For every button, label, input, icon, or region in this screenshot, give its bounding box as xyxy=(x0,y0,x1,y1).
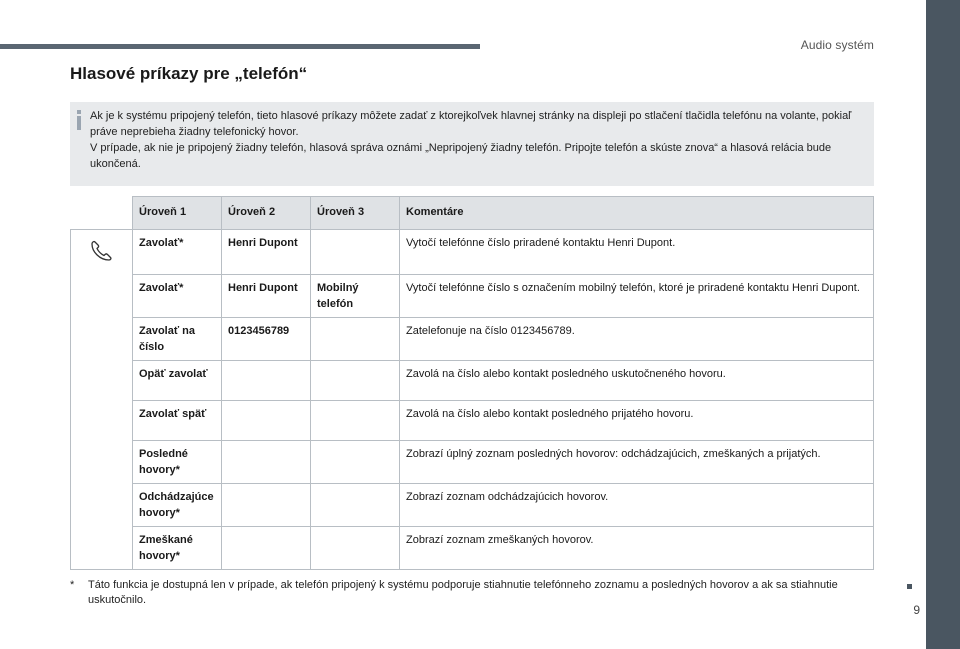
cell-level-3 xyxy=(311,361,400,401)
cell-level-1: Odchádzajúce hovory* xyxy=(133,484,222,527)
cell-level-3 xyxy=(311,401,400,441)
table-row xyxy=(71,318,874,361)
cell-level-1: Zavolať na číslo xyxy=(133,318,222,361)
cell-level-3: Mobilný telefón xyxy=(311,275,400,318)
side-band xyxy=(926,0,960,649)
table-row xyxy=(71,275,874,318)
cell-level-2: Henri Dupont xyxy=(222,275,311,318)
cell-comment: Vytočí telefónne číslo s označením mobilný telefón, ktoré je priradené kontaktu Henri Dupont. xyxy=(400,275,874,318)
table-row xyxy=(71,401,874,441)
table-header-comments: Komentáre xyxy=(400,197,874,230)
table-header-level-1: Úroveň 1 xyxy=(133,197,222,230)
cell-comment: Zavolá na číslo alebo kontakt posledného uskutočneného hovoru. xyxy=(400,361,874,401)
table-header-level-2: Úroveň 2 xyxy=(222,197,311,230)
cell-level-1: Zmeškané hovory* xyxy=(133,527,222,570)
table-row xyxy=(71,361,874,401)
cell-comment: Vytočí telefónne číslo priradené kontaktu Henri Dupont. xyxy=(400,230,874,275)
cell-level-3 xyxy=(311,527,400,570)
section-title: Audio systém xyxy=(800,38,874,52)
info-icon xyxy=(77,110,81,130)
table-header-row xyxy=(71,197,874,230)
cell-comment: Zatelefonuje na číslo 0123456789. xyxy=(400,318,874,361)
cell-level-2: 0123456789 xyxy=(222,318,311,361)
table-row xyxy=(71,441,874,484)
cell-level-1: Zavolať späť xyxy=(133,401,222,441)
cell-level-2 xyxy=(222,361,311,401)
footnote-marker: * xyxy=(70,579,75,591)
cell-level-2 xyxy=(222,401,311,441)
cell-level-3 xyxy=(311,318,400,361)
page-number: 9 xyxy=(913,603,920,617)
info-box xyxy=(70,102,874,186)
info-paragraph-2: V prípade, ak nie je pripojený žiadny telefón, hlasová správa oznámi „Nepripojený žiadny telefón. Pripojte telefón a skúste znova“ a hlasová relácia bude ukončená. xyxy=(90,142,832,170)
cell-comment: Zobrazí zoznam odchádzajúcich hovorov. xyxy=(400,484,874,527)
phone-icon-cell xyxy=(71,230,133,570)
cell-level-2 xyxy=(222,484,311,527)
cell-level-1: Opäť zavolať xyxy=(133,361,222,401)
footnote-text: Táto funkcia je dostupná len v prípade, ak telefón pripojený k systému podporuje stiahnutie telefónneho zoznamu a posledných hovorov a ak sa stiahnutie uskutočnilo. xyxy=(88,579,838,606)
table-header-empty xyxy=(71,197,133,230)
cell-level-3 xyxy=(311,484,400,527)
phone-handset-icon xyxy=(89,239,115,261)
cell-comment: Zobrazí úplný zoznam posledných hovorov: odchádzajúcich, zmeškaných a prijatých. xyxy=(400,441,874,484)
info-paragraph-1: Ak je k systému pripojený telefón, tieto hlasové príkazy môžete zadať z ktorejkoľvek hlavnej stránky na displeji po stlačení tlačidla telefónu na volante, pokiaľ práve neprebieha žiadny telefonický hovor. xyxy=(90,110,852,138)
page-marker xyxy=(907,584,912,589)
cell-comment: Zavolá na číslo alebo kontakt posledného prijatého hovoru. xyxy=(400,401,874,441)
table-row xyxy=(71,230,874,275)
table-row xyxy=(71,527,874,570)
table-row xyxy=(71,484,874,527)
cell-level-3 xyxy=(311,230,400,275)
cell-comment: Zobrazí zoznam zmeškaných hovorov. xyxy=(400,527,874,570)
cell-level-2 xyxy=(222,441,311,484)
page-title: Hlasové príkazy pre „telefón“ xyxy=(70,64,308,83)
cell-level-2: Henri Dupont xyxy=(222,230,311,275)
footnote xyxy=(70,578,860,608)
cell-level-1: Posledné hovory* xyxy=(133,441,222,484)
cell-level-1: Zavolať* xyxy=(133,275,222,318)
cell-level-3 xyxy=(311,441,400,484)
cell-level-1: Zavolať* xyxy=(133,230,222,275)
voice-commands-table xyxy=(70,196,874,570)
cell-level-2 xyxy=(222,527,311,570)
top-rule xyxy=(0,44,480,49)
table-header-level-3: Úroveň 3 xyxy=(311,197,400,230)
